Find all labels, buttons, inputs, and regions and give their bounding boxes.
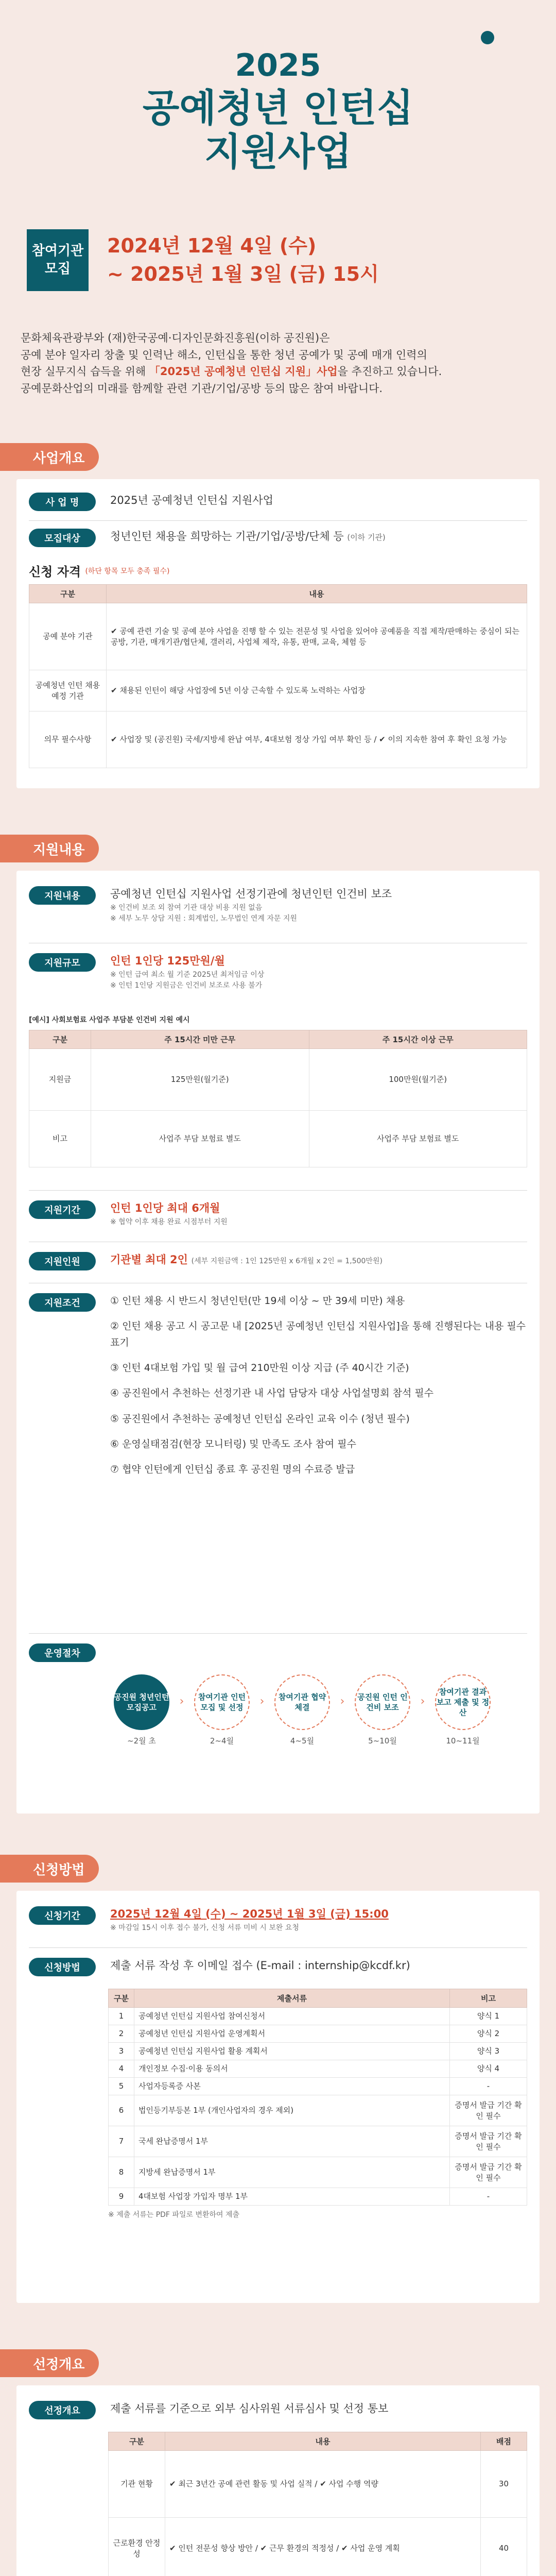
doc-note: 양식 2 [450,2025,527,2043]
example-cell: 사업주 부담 보험료 별도 [309,1111,527,1167]
example-cell: 100만원(월기준) [309,1049,527,1111]
hero-title-line2: 지원사업 [204,130,352,175]
support-scale-row [29,953,527,991]
select-content: ✔ 인턴 전문성 향상 방안 / ✔ 근무 환경의 적정성 / ✔ 사업 운영 계획 [165,2518,481,2576]
example-table-caption: [예시] 사회보험료 사업주 부담분 인건비 지원 예시 [29,1016,190,1024]
doc-note: - [450,2188,527,2206]
intro-line1: 문화체육관광부와 (재)한국공예·디자인문화진흥원(이하 공진원)은 [21,332,330,344]
arrow-right-icon: › [259,1695,265,1708]
apply-method-row [29,1958,527,1976]
period-start: 2024년 12월 4일 (수) [107,234,317,257]
support-scale-highlight: 인턴 1인당 125만원/월 [110,955,225,967]
cond-item: ⑦ 협약 인턴에게 인턴십 종료 후 공진원 명의 수료증 발급 [110,1464,355,1476]
select-kind: 근로환경 안정성 [109,2518,165,2576]
support-kind-text: 공예청년 인턴십 지원사업 선정기관에 청년인턴 인건비 보조 [110,888,392,900]
flow-step-label: 참여기관 인턴 모집 및 선정 [194,1674,250,1730]
intro-line4: 공예문화산업의 미래를 함께할 관련 기관/기업/공방 등의 많은 참여 바랍니다. [21,382,383,395]
period-end: ~ 2025년 1월 3일 (금) 15시 [107,263,379,285]
example-cell: 사업주 부담 보험료 별도 [91,1111,309,1167]
cond-item: ④ 공진원에서 추천하는 선정기관 내 사업 담당자 대상 사업설명회 참석 필수 [110,1387,434,1399]
table-row [109,2078,527,2095]
example-cell: 지원금 [29,1049,91,1111]
overview-name-value: 2025년 공예청년 인턴십 지원사업 [110,494,273,506]
table-row [109,2008,527,2025]
select-score: 30 [481,2451,527,2518]
req-table [29,584,527,768]
doc-no: 5 [109,2078,134,2095]
req-kind: 공예 분야 기관 [29,603,107,670]
cond-item: ③ 인턴 4대보험 가입 및 월 급여 210만원 이상 지급 (주 40시간 기준) [110,1362,409,1374]
docs-head-note: 비고 [450,1989,527,2008]
req-content: ✔ 채용된 인턴이 해당 사업장에 5년 이상 근속할 수 있도록 노력하는 사업장 [107,670,527,711]
select-card [16,2385,540,2576]
support-scale-note2: ※ 인턴 1인당 지원금은 인건비 보조로 사용 불가 [110,981,263,990]
divider [29,1633,527,1634]
select-table [108,2432,527,2576]
doc-note: 증명서 발급 기간 확인 필수 [450,2126,527,2157]
table-row [29,1111,527,1167]
support-kind-value [110,886,527,924]
table-row [109,2043,527,2060]
overview-card [16,479,540,788]
doc-no: 1 [109,2008,134,2025]
target-note: (이하 기관) [347,533,386,542]
section-overview: 사업개요 [0,443,99,471]
period-tag-line2: 모집 [44,261,71,277]
flow-step-label: 공진원 청년인턴 모집공고 [114,1674,169,1730]
support-example-table [29,1015,527,1167]
flow-step-duration: 4~5월 [290,1736,315,1745]
section-select: 선정개요 [0,2349,99,2377]
apply-period-value [110,1906,527,1934]
support-scale-chip: 지원규모 [29,953,96,972]
hero-title-line1: 공예청년 인턴십 [142,86,414,130]
doc-no: 3 [109,2043,134,2060]
cond-item: ⑤ 공진원에서 추천하는 공예청년 인턴십 온라인 교육 이수 (청년 필수) [110,1413,410,1425]
req-content: ✔ 사업장 및 (공진원) 국세/지방세 완납 여부, 4대보험 정상 가입 여부 확인 등 / ✔ 이의 지속한 참여 후 확인 요청 가능 [107,711,527,768]
cond-item: ② 인턴 채용 공고 시 공고문 내 [2025년 공예청년 인턴십 지원사업]을 통해 진행된다는 내용 필수 표기 [110,1320,526,1348]
doc-note: 증명서 발급 기간 확인 필수 [450,2095,527,2126]
overview-target-chip: 모집대상 [29,529,96,547]
flow-step-label: 참여기관 협약 체결 [274,1674,330,1730]
table-row [109,2126,527,2157]
select-head-score: 배점 [481,2432,527,2451]
example-head-under15: 주 15시간 미만 근무 [91,1030,309,1049]
support-term-row [29,1200,527,1228]
doc-name: 법인등기부등본 1부 (개인사업자의 경우 제외) [134,2095,450,2126]
table-row [109,2060,527,2078]
doc-no: 4 [109,2060,134,2078]
select-head-content: 내용 [165,2432,481,2451]
flow-step [189,1674,254,1746]
cond-item: ⑥ 운영실태점검(현장 모니터링) 및 만족도 조사 참여 필수 [110,1438,356,1450]
support-cap-note: (세부 지원금액 : 1인 125만원 x 6개월 x 2인 = 1,500만원) [191,1257,383,1265]
overview-target-row [29,529,527,547]
support-flow-chip: 운영절차 [29,1643,96,1662]
divider [29,520,527,521]
hero-year: 2025 [235,47,321,83]
arrow-right-icon: › [340,1695,345,1708]
select-kind: 기관 현황 [109,2451,165,2518]
divider [29,1947,527,1948]
flow-step-label: 참여기관 결과보고 제출 및 정산 [435,1674,491,1730]
req-head-kind: 구분 [29,585,107,603]
period-dates [107,232,379,289]
flow-step-duration: ~2월 초 [127,1736,156,1745]
support-card [16,871,540,1814]
overview-name-chip: 사 업 명 [29,493,96,511]
apply-method-chip: 신청방법 [29,1958,96,1976]
support-kind-note2: ※ 세부 노무 상담 지원 : 회계법인, 노무법인 연계 자문 지원 [110,914,297,923]
section-apply: 신청방법 [0,1855,99,1883]
doc-name: 공예청년 인턴십 지원사업 활용 계획서 [134,2043,450,2060]
cond-item: ① 인턴 채용 시 반드시 청년인턴(만 19세 이상 ~ 만 39세 미만) 채용 [110,1295,405,1307]
support-cond-chip: 지원조건 [29,1293,96,1312]
intro-text [21,330,535,397]
example-cell: 비고 [29,1111,91,1167]
support-flow-row [29,1643,527,1662]
example-cell: 125만원(월기준) [91,1049,309,1111]
table-row [109,2188,527,2206]
support-term-value [110,1200,527,1228]
recruit-period [16,216,540,304]
support-cap-chip: 지원인원 [29,1252,96,1270]
section-support: 지원내용 [0,835,99,862]
table-row [29,711,527,768]
overview-name-row [29,493,527,511]
req-note: (하단 항목 모두 충족 필수) [85,567,170,575]
support-kind-note1: ※ 인건비 보조 외 참여 기관 대상 비용 지원 없음 [110,903,263,912]
intro-highlight: 「2025년 공예청년 인턴십 지원」사업 [149,365,338,378]
flow-step-duration: 2~4월 [210,1736,234,1745]
table-row [109,2518,527,2576]
docs-table [108,1989,527,2221]
period-tag [27,229,89,291]
flow-step [430,1674,495,1746]
req-title: 신청 자격 [29,565,81,579]
doc-no: 8 [109,2157,134,2188]
flow-step [270,1674,335,1746]
table-row [109,2025,527,2043]
req-title-row [29,562,527,580]
doc-no: 2 [109,2025,134,2043]
select-score: 40 [481,2518,527,2576]
docs-head-doc: 제출서류 [134,1989,450,2008]
flow-steps [109,1674,495,1746]
support-term-note: ※ 협약 이후 채용 완료 시점부터 지원 [110,1217,228,1226]
select-chip: 선정개요 [29,2401,96,2419]
example-head-kind: 구분 [29,1030,91,1049]
doc-no: 9 [109,2188,134,2206]
support-kind-chip: 지원내용 [29,886,96,905]
table-row [109,2095,527,2126]
doc-name: 4대보험 사업장 가입자 명부 1부 [134,2188,450,2206]
doc-note: 양식 4 [450,2060,527,2078]
doc-name: 공예청년 인턴십 지원사업 참여신청서 [134,2008,450,2025]
flow-step-duration: 5~10월 [368,1736,397,1745]
apply-period-row [29,1906,527,1934]
intro-line3 [21,363,535,380]
select-head-kind: 구분 [109,2432,165,2451]
flow-step [109,1674,174,1746]
apply-period-chip: 신청기간 [29,1906,96,1925]
arrow-right-icon: › [179,1695,184,1708]
hero-title [0,87,556,174]
doc-name: 공예청년 인턴십 지원사업 운영계획서 [134,2025,450,2043]
doc-no: 7 [109,2126,134,2157]
support-cond-list [110,1293,527,1478]
hero-banner [0,0,556,216]
doc-note: 양식 1 [450,2008,527,2025]
support-scale-note1: ※ 인턴 급여 최소 월 기준 2025년 최저임금 이상 [110,970,265,979]
flow-step [350,1674,415,1746]
apply-period-text: 2025년 12월 4일 (수) ~ 2025년 1월 3일 (금) 15:00 [110,1908,389,1920]
docs-head-no: 구분 [109,1989,134,2008]
intro-line3b: 을 추진하고 있습니다. [337,365,442,378]
overview-target-value [110,529,527,547]
support-cap-value [110,1252,527,1270]
table-row [109,2157,527,2188]
doc-note: - [450,2078,527,2095]
req-head-content: 내용 [107,585,527,603]
apply-method-value: 제출 서류 작성 후 이메일 접수 (E-mail : internship@kcdf.kr) [110,1959,410,1972]
doc-name: 사업자등록증 사본 [134,2078,450,2095]
table-row [29,1049,527,1111]
docs-note: ※ 제출 서류는 PDF 파일로 변환하여 제출 [108,2211,240,2219]
divider [29,1190,527,1191]
doc-name: 개인정보 수집·이용 동의서 [134,2060,450,2078]
select-content: ✔ 최근 3년간 공예 관련 활동 및 사업 실적 / ✔ 사업 수행 역량 [165,2451,481,2518]
flow-step-duration: 10~11월 [446,1736,480,1745]
select-value: 제출 서류를 기준으로 외부 심사위원 서류심사 및 선정 통보 [110,2402,389,2415]
req-content: ✔ 공예 관련 기술 및 공예 분야 사업을 진행 할 수 있는 전문성 및 사업을 있어야 공예품을 직접 제작/판매하는 중심이 되는 공방, 기관, 매개기관/협단체, 갤러리, 사업체 제작, 유통, 판매, 교육, 체험 등 [107,603,527,670]
doc-note: 증명서 발급 기간 확인 필수 [450,2157,527,2188]
support-term-text: 인턴 1인당 최대 6개월 [110,1202,220,1214]
doc-note: 양식 3 [450,2043,527,2060]
select-row [29,2401,527,2419]
support-cap-row [29,1252,527,1270]
req-kind: 공예청년 인턴 채용예정 기관 [29,670,107,711]
support-cap-text: 기관별 최대 2인 [110,1253,188,1266]
apply-card [16,1891,540,2303]
support-kind-row [29,886,527,924]
flow-step-label: 공진원 인턴 인건비 보조 [355,1674,410,1730]
table-row [29,670,527,711]
intro-line2: 공예 분야 일자리 창출 및 인력난 해소, 인턴십을 통한 청년 공예가 및 공예 매개 인력의 [21,348,427,361]
support-scale-value [110,953,527,991]
support-cond-row [29,1293,527,1478]
period-tag-line1: 참여기관 [31,243,84,259]
arrow-right-icon: › [420,1695,425,1708]
target-text: 청년인턴 채용을 희망하는 기관/기업/공방/단체 등 [110,530,344,543]
support-term-chip: 지원기간 [29,1200,96,1219]
req-kind: 의무 필수사항 [29,711,107,768]
intro-line3a: 현장 실무지식 습득을 위해 [21,365,149,378]
doc-name: 지방세 완납증명서 1부 [134,2157,450,2188]
table-row [29,603,527,670]
doc-name: 국세 완납증명서 1부 [134,2126,450,2157]
table-row [109,2451,527,2518]
example-head-over15: 주 15시간 이상 근무 [309,1030,527,1049]
doc-no: 6 [109,2095,134,2126]
decor-dot [481,31,494,44]
apply-period-note: ※ 마감일 15시 이후 접수 불가, 신청 서류 미비 시 보완 요청 [110,1923,299,1932]
